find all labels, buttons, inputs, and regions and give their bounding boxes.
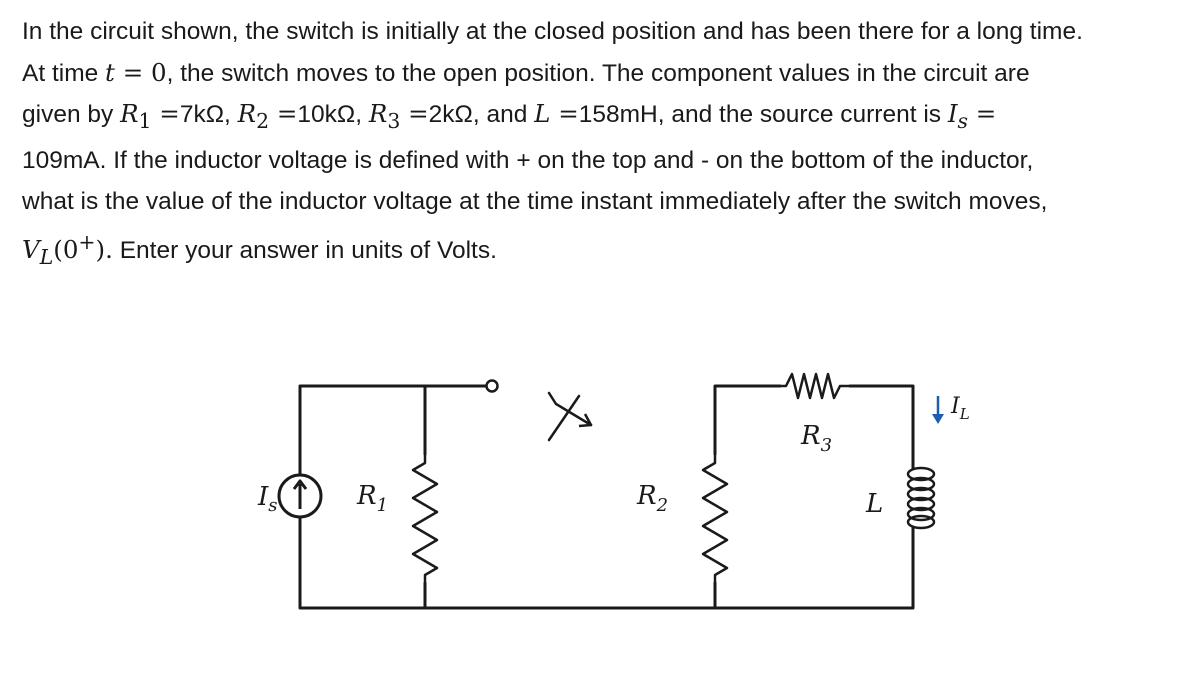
source-label: $I_s$	[258, 482, 278, 516]
inductor-current-label: $I_L$	[951, 394, 970, 423]
question-text: given by	[22, 101, 121, 128]
question-text: Enter your answer in units of Volts.	[112, 237, 497, 265]
r3-subscript: 3	[387, 108, 401, 133]
l-value: 158mH	[578, 101, 658, 128]
inductor-label: L	[866, 489, 884, 519]
switch	[487, 381, 592, 441]
question-text: , and	[472, 101, 535, 128]
r1-value: 7kΩ	[179, 101, 225, 128]
r2-subscript: 2	[256, 108, 270, 133]
question-text: what is the value of the inductor voltage at the time instant immediately after the switch moves,	[22, 187, 1048, 215]
l-symbol: L	[534, 99, 551, 128]
wire-bottom	[300, 517, 913, 608]
r2-symbol: R	[237, 99, 257, 128]
current-source	[279, 475, 321, 517]
r2-branch-wire	[715, 386, 780, 454]
question-text: , and the source current is	[657, 101, 948, 128]
r3-symbol: R	[368, 99, 388, 128]
r2-value: 10kΩ	[297, 101, 356, 128]
r1-symbol: R	[120, 99, 139, 128]
r2-resistor	[703, 454, 727, 583]
r1-subscript: 1	[138, 108, 152, 133]
r2-label: $R_2$	[637, 481, 669, 516]
vl-argument: (0	[53, 235, 79, 265]
vl-superscript: +	[78, 230, 96, 255]
question-line-3: given by $R_1 =7k\Omega$, $R_2 =10k\Omega$, $R_3 =2k\Omega$, and L =158mH, and the source current is $I_s$ =	[22, 99, 997, 133]
time-symbol: t	[105, 57, 115, 87]
is-value: 109mA.	[22, 147, 107, 175]
inductor	[908, 468, 934, 528]
question-text: At time	[22, 59, 106, 87]
vl-close: ).	[95, 235, 113, 265]
is-subscript: s	[957, 108, 968, 133]
r3-value: 2kΩ	[428, 101, 473, 128]
r3-label: $R_3$	[801, 421, 833, 456]
is-symbol: I	[947, 99, 958, 128]
down-arrow-icon	[932, 396, 944, 424]
time-value: = 0	[114, 57, 167, 87]
wire-top-right	[850, 386, 913, 468]
question-text: If the inductor voltage is defined with + on the top and - on the bottom of the inductor,	[106, 147, 1034, 175]
question-text: , the switch moves to the open position. The component values in the circuit are	[166, 59, 1030, 87]
r3-resistor	[780, 374, 850, 398]
vl-symbol: V	[22, 235, 40, 265]
vl-subscript: L	[39, 245, 54, 270]
question-text: In the circuit shown, the switch is initially at the closed position and has been there for a long time.	[22, 18, 1083, 45]
r1-resistor	[413, 454, 437, 583]
wire-top-left	[300, 386, 486, 496]
r1-label: $R_1$	[357, 481, 389, 516]
